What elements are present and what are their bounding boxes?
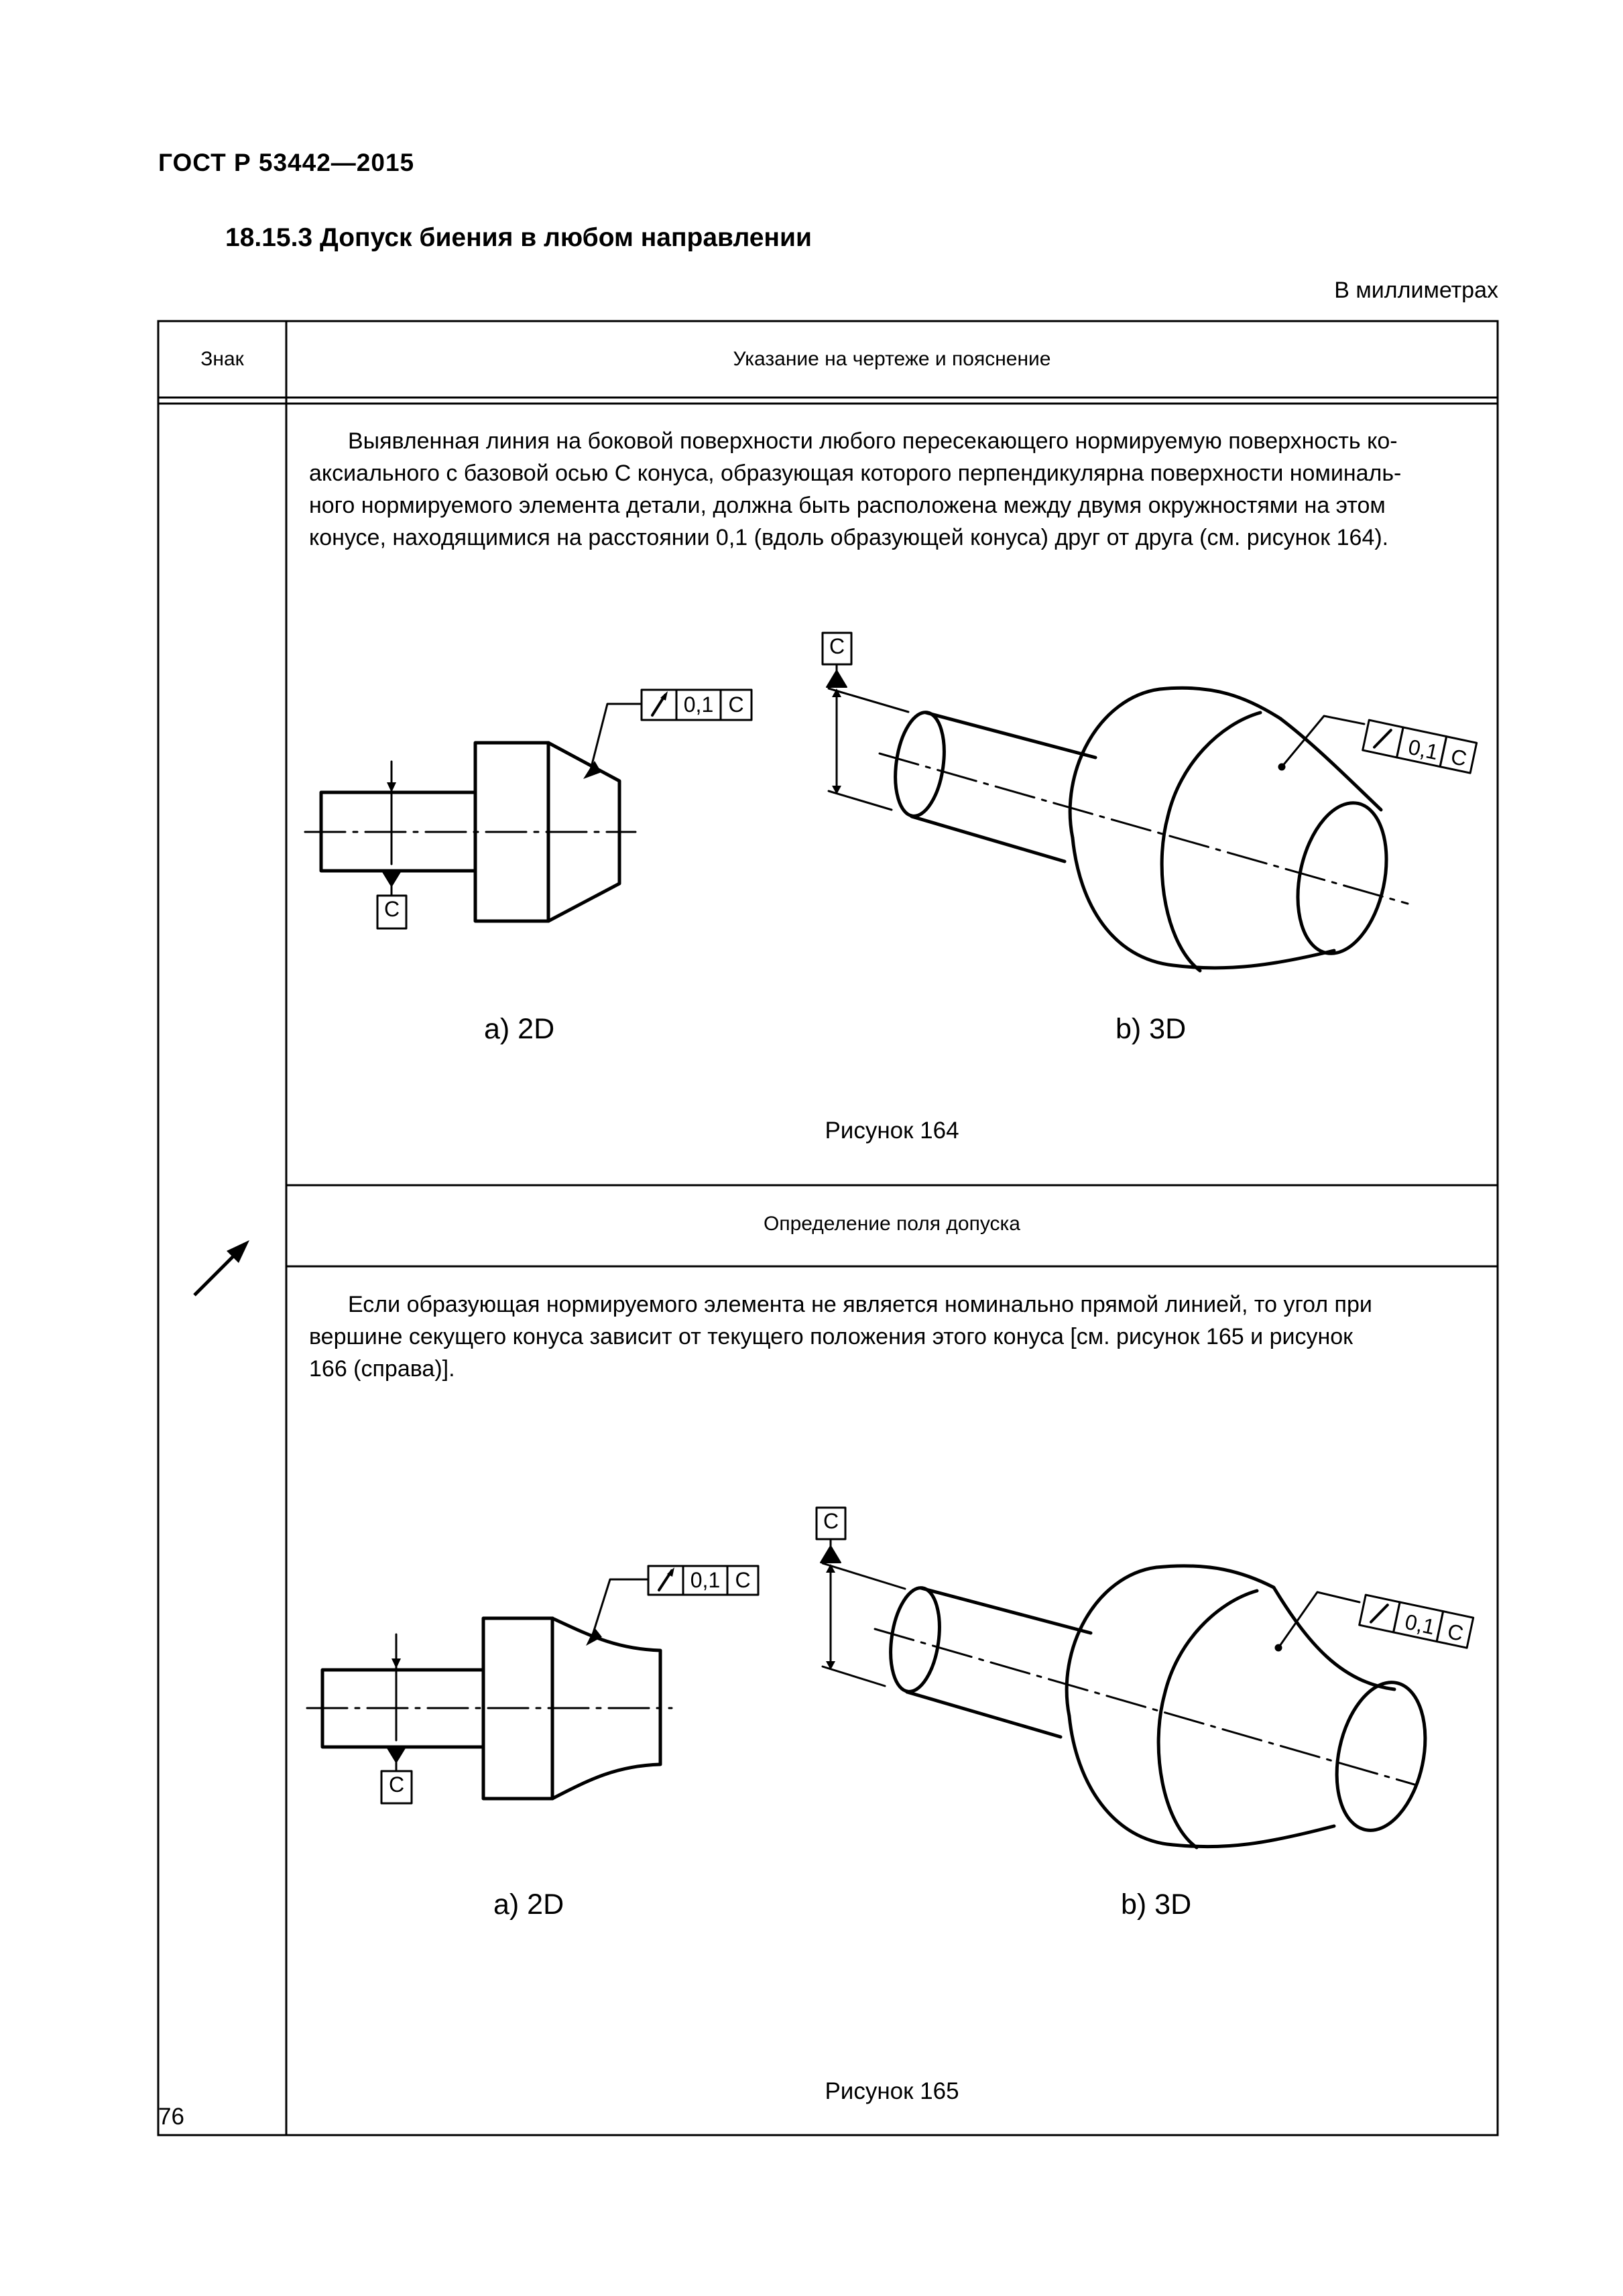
text-line: Если образующая нормируемого элемента не является номинально прямой линией, то угол при <box>348 1292 1372 1317</box>
page-number: 76 <box>158 2104 184 2130</box>
text-line: ного нормируемого элемента детали, должна быть расположена между двумя окружностями на этом <box>309 493 1386 518</box>
text-line: 166 (справа)]. <box>309 1356 455 1382</box>
fig165-subcaption-b: b) 3D <box>1121 1888 1192 1921</box>
fig165-frame-value-3d: 0,1 <box>1402 1609 1437 1640</box>
fig164-frame-value-3d: 0,1 <box>1406 734 1441 765</box>
fig165-datum-label-2d: C <box>388 1772 405 1797</box>
figure-165-caption: Рисунок 165 <box>825 2078 959 2104</box>
text-line: аксиального с базовой осью C конуса, образующая которого перпендикулярна поверхности номиналь- <box>309 461 1402 486</box>
fig165-frame-value-2d: 0,1 <box>690 1568 721 1592</box>
fig164-subcaption-b: b) 3D <box>1116 1013 1187 1045</box>
fig164-subcaption-a: a) 2D <box>484 1013 555 1045</box>
section-title: 18.15.3 Допуск биения в любом направлении <box>225 223 812 252</box>
fig164-datum-label-2d: C <box>383 897 400 921</box>
definition-header: Определение поля допуска <box>764 1213 1020 1235</box>
column-header-indication: Указание на чертеже и пояснение <box>733 348 1051 370</box>
fig165-subcaption-a: a) 2D <box>493 1888 564 1921</box>
fig165-frame-datum-2d: C <box>735 1568 751 1592</box>
column-header-sign: Знак <box>200 348 244 370</box>
fig165-frame-datum-3d: C <box>1445 1619 1466 1646</box>
figure-164-caption: Рисунок 164 <box>825 1117 959 1144</box>
fig164-frame-datum-3d: C <box>1449 744 1469 772</box>
text-line: конусе, находящимися на расстоянии 0,1 (вдоль образующей конуса) друг от друга (см. рисунок 164). <box>309 525 1389 550</box>
fig164-frame-datum-2d: C <box>728 692 744 717</box>
text-line: вершине секущего конуса зависит от текущего положения этого конуса [см. рисунок 165 и рисунок <box>309 1324 1354 1349</box>
text-line: Выявленная линия на боковой поверхности любого пересекающего нормируемую поверхность ко- <box>348 428 1398 454</box>
document-header: ГОСТ Р 53442—2015 <box>158 149 415 176</box>
fig164-datum-label-3d: C <box>829 634 845 658</box>
units-note: В миллиметрах <box>1334 278 1498 303</box>
fig164-frame-value-2d: 0,1 <box>683 692 714 717</box>
fig165-datum-label-3d: C <box>823 1509 839 1533</box>
